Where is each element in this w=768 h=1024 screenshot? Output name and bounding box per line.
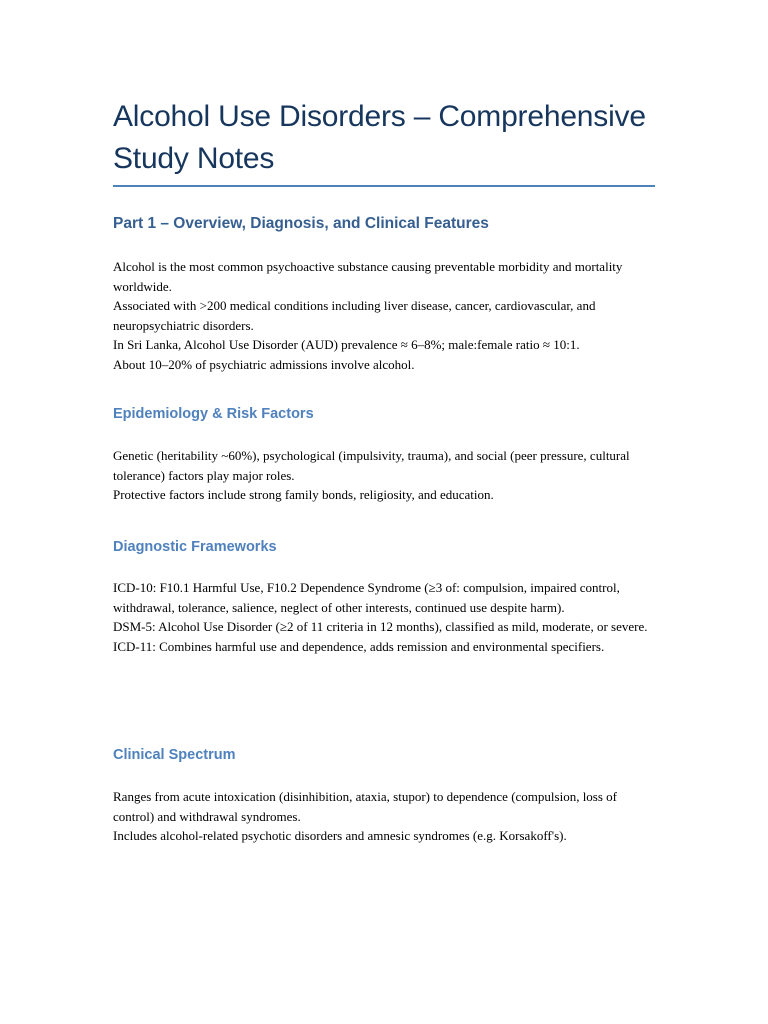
paragraph: Protective factors include strong family bonds, religiosity, and education. [113, 487, 494, 502]
section-body-clinical-spectrum [113, 787, 658, 846]
paragraph: ICD-10: F10.1 Harmful Use, F10.2 Dependence Syndrome (≥3 of: compulsion, impaired control, withdrawal, tolerance, salience, neglect of other interests, continued use despite harm). [113, 580, 620, 615]
section-heading-clinical-spectrum: Clinical Spectrum [113, 747, 236, 763]
document-page [113, 96, 656, 187]
paragraph: ICD-11: Combines harmful use and dependence, adds remission and environmental specifiers. [113, 638, 605, 654]
section-heading-diagnostic-frameworks: Diagnostic Frameworks [113, 539, 277, 555]
paragraph: In Sri Lanka, Alcohol Use Disorder (AUD) prevalence ≈ 6–8%; male:female ratio ≈ 10:1. [113, 337, 580, 352]
section-body-diagnostic-frameworks [113, 578, 658, 656]
paragraph: Includes alcohol-related psychotic disorders and amnesic syndromes (e.g. Korsakoff's). [113, 828, 567, 843]
section-heading-epidemiology: Epidemiology & Risk Factors [113, 406, 314, 422]
paragraph: Ranges from acute intoxication (disinhibition, ataxia, stupor) to dependence (compulsion, loss of control) and withdrawal syndromes. [113, 789, 617, 824]
section-body-epidemiology [113, 446, 658, 505]
document-title: Alcohol Use Disorders – Comprehensive Study Notes [113, 100, 646, 175]
section-body-part-1 [113, 257, 658, 374]
paragraph: Associated with >200 medical conditions including liver disease, cancer, cardiovascular, and neuropsychiatric disorders. [113, 298, 596, 333]
paragraph: DSM-5: Alcohol Use Disorder (≥2 of 11 criteria in 12 months), classified as mild, moderate, or severe. [113, 619, 648, 634]
paragraph: Genetic (heritability ~60%), psychological (impulsivity, trauma), and social (peer pressure, cultural tolerance) factors play major roles. [113, 448, 630, 483]
paragraph: Alcohol is the most common psychoactive substance causing preventable morbidity and mortality worldwide. [113, 259, 623, 294]
title-underline [113, 185, 655, 187]
section-heading-part-1: Part 1 – Overview, Diagnosis, and Clinical Features [113, 215, 489, 232]
paragraph: About 10–20% of psychiatric admissions involve alcohol. [113, 356, 415, 372]
